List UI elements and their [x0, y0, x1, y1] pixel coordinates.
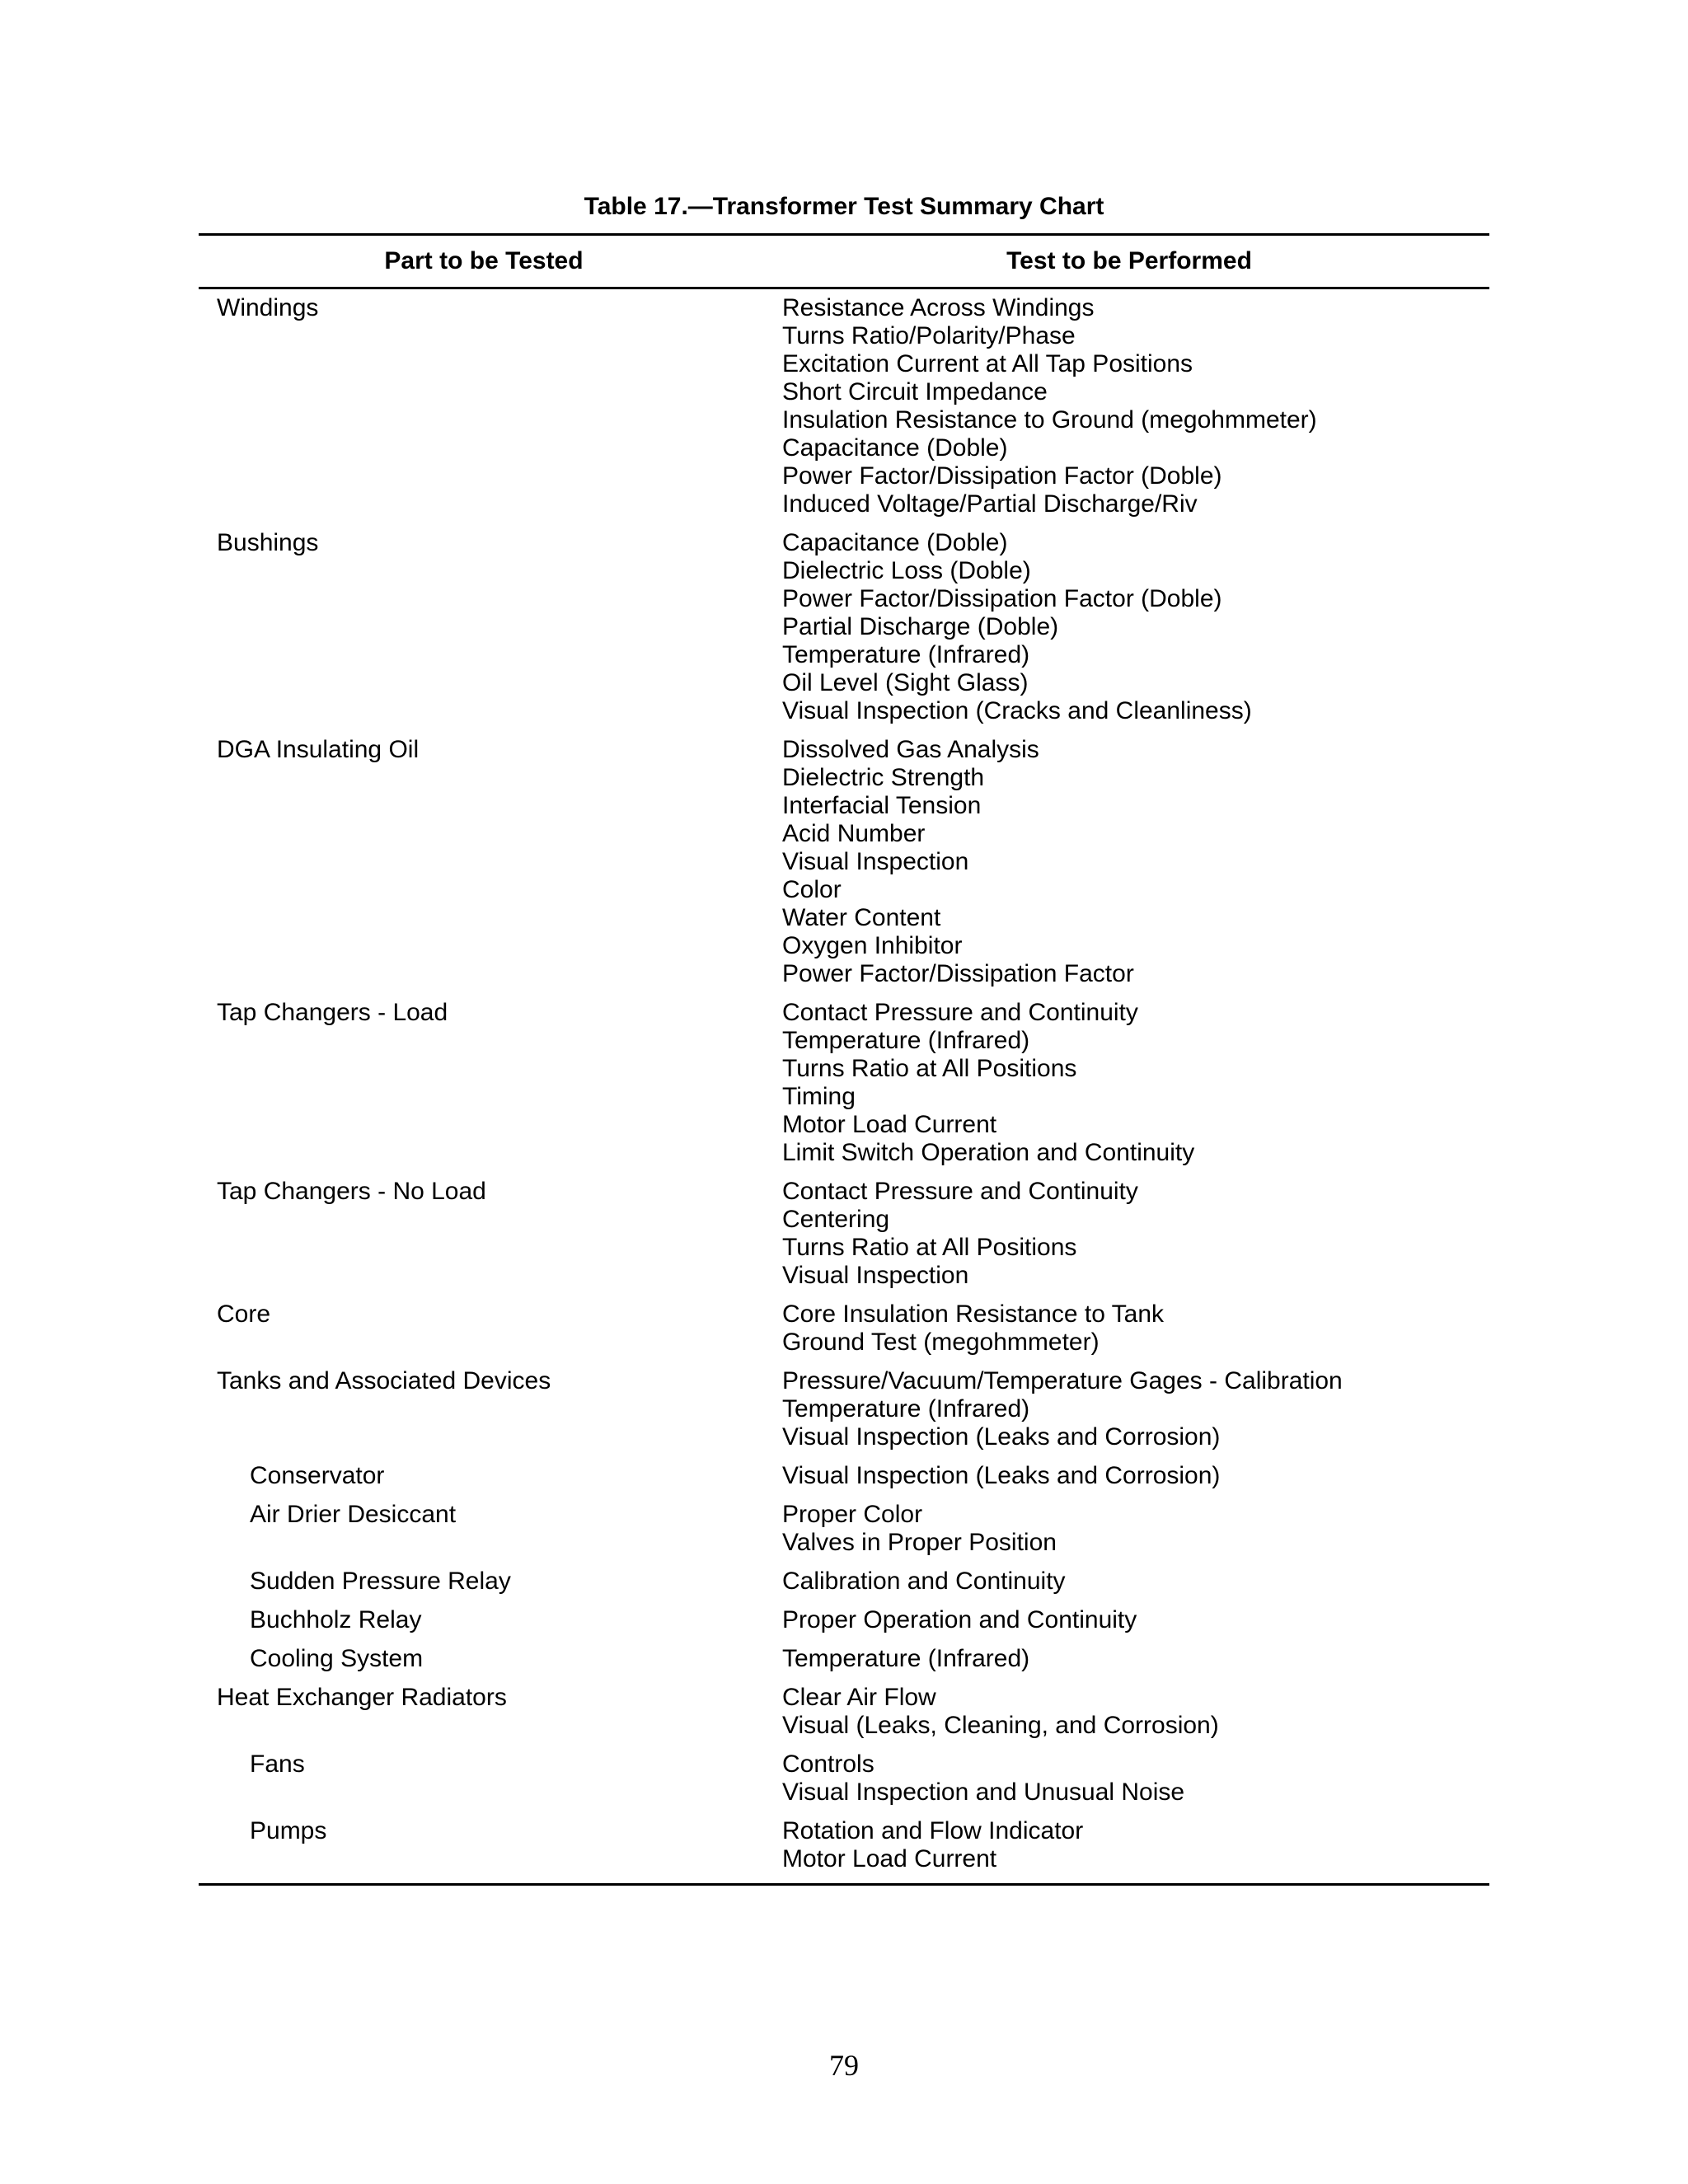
test-item: Ground Test (megohmmeter): [782, 1329, 1100, 1356]
table-row: [199, 1301, 1489, 1367]
table-row: [199, 736, 1489, 999]
tests-cell: [769, 288, 1489, 530]
tests-cell: [769, 1501, 1489, 1568]
test-item: Partial Discharge (Doble): [782, 613, 1059, 640]
test-item: Centering: [782, 1206, 890, 1233]
page-number: 79: [829, 2049, 859, 2082]
column-header-test: Test to be Performed: [769, 235, 1489, 288]
table-row: [199, 1568, 1489, 1606]
column-header-part: Part to be Tested: [199, 235, 769, 288]
test-item: Contact Pressure and Continuity: [782, 999, 1138, 1026]
part-cell: Heat Exchanger Radiators: [217, 1684, 507, 1711]
table-row: [199, 288, 1489, 530]
test-item: Visual (Leaks, Cleaning, and Corrosion): [782, 1712, 1219, 1739]
table-row: [199, 1501, 1489, 1568]
test-item: Temperature (Infrared): [782, 1395, 1030, 1422]
table-row: [199, 1367, 1489, 1462]
test-item: Capacitance (Doble): [782, 529, 1008, 556]
test-item: Visual Inspection: [782, 1262, 969, 1289]
tests-cell: [769, 1645, 1489, 1684]
tests-cell: [769, 1750, 1489, 1817]
table-row: [199, 1462, 1489, 1501]
test-item: Turns Ratio/Polarity/Phase: [782, 322, 1076, 349]
part-cell: Sudden Pressure Relay: [250, 1568, 511, 1595]
table-row: [199, 1684, 1489, 1750]
part-cell: Cooling System: [250, 1645, 424, 1672]
tests-cell: [769, 1301, 1489, 1367]
table-row: [199, 529, 1489, 736]
test-item: Proper Color: [782, 1501, 923, 1528]
test-item: Excitation Current at All Tap Positions: [782, 350, 1193, 377]
test-item: Contact Pressure and Continuity: [782, 1178, 1138, 1205]
part-cell: Air Drier Desiccant: [250, 1501, 457, 1528]
part-cell: Tap Changers - Load: [217, 999, 448, 1026]
table-title: Table 17.—Transformer Test Summary Chart: [584, 193, 1104, 220]
part-cell: Tanks and Associated Devices: [217, 1367, 551, 1394]
test-item: Visual Inspection (Leaks and Corrosion): [782, 1462, 1221, 1489]
test-item: Capacitance (Doble): [782, 434, 1008, 462]
test-item: Rotation and Flow Indicator: [782, 1817, 1084, 1844]
part-cell: Core: [217, 1301, 271, 1328]
table-row: [199, 1750, 1489, 1817]
tests-cell: [769, 1462, 1489, 1501]
test-item: Controls: [782, 1750, 874, 1778]
test-item: Power Factor/Dissipation Factor: [782, 960, 1134, 987]
test-item: Interfacial Tension: [782, 792, 982, 819]
test-item: Core Insulation Resistance to Tank: [782, 1301, 1165, 1328]
test-item: Clear Air Flow: [782, 1684, 936, 1711]
test-item: Timing: [782, 1083, 856, 1110]
test-summary-table-container: [199, 233, 1489, 1886]
test-item: Induced Voltage/Partial Discharge/Riv: [782, 490, 1198, 518]
tests-cell: [769, 1606, 1489, 1645]
table-row: [199, 1817, 1489, 1885]
part-cell: Bushings: [217, 529, 319, 556]
tests-cell: [769, 1568, 1489, 1606]
test-item: Visual Inspection (Cracks and Cleanliness): [782, 697, 1252, 724]
test-item: Turns Ratio at All Positions: [782, 1055, 1077, 1082]
test-item: Pressure/Vacuum/Temperature Gages - Calibration: [782, 1367, 1343, 1394]
test-summary-table: [199, 233, 1489, 1886]
test-item: Dielectric Loss (Doble): [782, 557, 1031, 584]
table-header-row: [199, 235, 1489, 288]
table-row: [199, 1606, 1489, 1645]
part-cell: Buchholz Relay: [250, 1606, 422, 1633]
tests-cell: [769, 1367, 1489, 1462]
test-item: Power Factor/Dissipation Factor (Doble): [782, 585, 1222, 612]
test-item: Visual Inspection: [782, 848, 969, 875]
part-cell: Conservator: [250, 1462, 385, 1489]
test-item: Turns Ratio at All Positions: [782, 1234, 1077, 1261]
tests-cell: [769, 736, 1489, 999]
part-cell: Windings: [217, 294, 319, 321]
test-item: Motor Load Current: [782, 1111, 997, 1138]
test-item: Visual Inspection and Unusual Noise: [782, 1779, 1185, 1806]
tests-cell: [769, 1178, 1489, 1301]
test-item: Temperature (Infrared): [782, 1027, 1030, 1054]
tests-cell: [769, 999, 1489, 1178]
test-item: Oxygen Inhibitor: [782, 932, 963, 959]
test-item: Power Factor/Dissipation Factor (Doble): [782, 462, 1222, 490]
table-row: [199, 1178, 1489, 1301]
test-item: Visual Inspection (Leaks and Corrosion): [782, 1423, 1221, 1451]
table-header: [199, 235, 1489, 288]
test-item: Limit Switch Operation and Continuity: [782, 1139, 1195, 1166]
tests-cell: [769, 1817, 1489, 1885]
test-item: Insulation Resistance to Ground (megohmmeter): [782, 406, 1317, 434]
tests-cell: [769, 529, 1489, 736]
test-item: Proper Operation and Continuity: [782, 1606, 1137, 1633]
test-item: Calibration and Continuity: [782, 1568, 1066, 1595]
table-body: [199, 288, 1489, 1885]
part-cell: Tap Changers - No Load: [217, 1178, 486, 1205]
part-cell: Pumps: [199, 1817, 769, 1885]
part-cell: DGA Insulating Oil: [217, 736, 420, 763]
table-row: [199, 1645, 1489, 1684]
test-item: Short Circuit Impedance: [782, 378, 1048, 405]
test-item: Dissolved Gas Analysis: [782, 736, 1039, 763]
test-item: Temperature (Infrared): [782, 1645, 1030, 1672]
table-row: [199, 999, 1489, 1178]
test-item: Motor Load Current: [782, 1845, 997, 1872]
tests-cell: [769, 1684, 1489, 1750]
test-item: Dielectric Strength: [782, 764, 985, 791]
test-item: Resistance Across Windings: [782, 294, 1095, 321]
test-item: Temperature (Infrared): [782, 641, 1030, 668]
part-cell: Fans: [250, 1750, 305, 1778]
test-item: Valves in Proper Position: [782, 1529, 1057, 1556]
test-item: Oil Level (Sight Glass): [782, 669, 1029, 696]
test-item: Color: [782, 876, 842, 903]
test-item: Acid Number: [782, 820, 926, 847]
test-item: Water Content: [782, 904, 941, 931]
